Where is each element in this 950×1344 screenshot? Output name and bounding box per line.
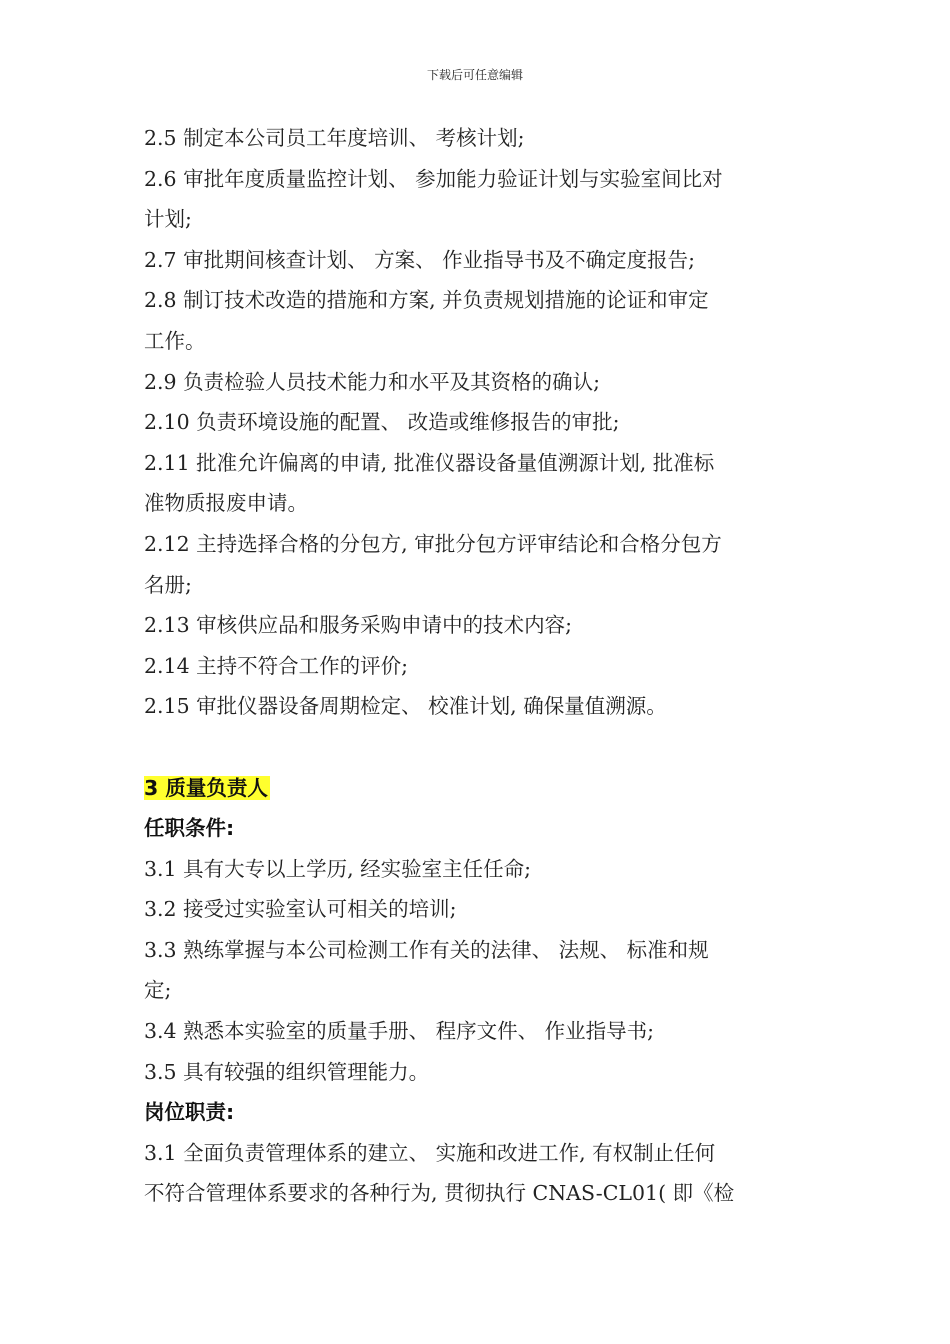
- body-line: 2.14 主持不符合工作的评价;: [144, 653, 409, 678]
- body-line: 计划;: [144, 207, 192, 232]
- section-title-text: 3 质量负责人: [144, 775, 268, 800]
- body-line: 2.12 主持选择合格的分包方, 审批分包方评审结论和合格分包方: [144, 531, 722, 556]
- body-line: 2.11 批准允许偏离的申请, 批准仪器设备量值溯源计划, 批准标: [144, 450, 715, 475]
- duties-heading: 岗位职责:: [144, 1100, 235, 1125]
- qualification-line: 3.5 具有较强的组织管理能力。: [144, 1059, 430, 1084]
- duty-line: 不符合管理体系要求的各种行为, 贯彻执行 CNAS-CL01( 即《检: [144, 1181, 735, 1206]
- body-line: 2.10 负责环境设施的配置、 改造或维修报告的审批;: [144, 410, 620, 435]
- qualification-line: 3.3 熟练掌握与本公司检测工作有关的法律、 法规、 标准和规: [144, 937, 709, 962]
- body-line: 名册;: [144, 572, 192, 597]
- body-line: 准物质报废申请。: [144, 491, 308, 516]
- section-title: [144, 768, 824, 809]
- duty-line: 3.1 全面负责管理体系的建立、 实施和改进工作, 有权制止任何: [144, 1140, 716, 1165]
- qualifications-heading: 任职条件:: [144, 816, 235, 841]
- document-body: [144, 118, 824, 1214]
- body-line: 2.5 制定本公司员工年度培训、 考核计划;: [144, 126, 525, 150]
- body-line: 2.15 审批仪器设备周期检定、 校准计划, 确保量值溯源。: [144, 694, 667, 719]
- body-line: 2.9 负责检验人员技术能力和水平及其资格的确认;: [144, 369, 601, 394]
- qualification-line: 3.2 接受过实验室认可相关的培训;: [144, 897, 457, 922]
- body-line: 2.13 审核供应品和服务采购申请中的技术内容;: [144, 613, 573, 638]
- body-line: 2.7 审批期间核查计划、 方案、 作业指导书及不确定度报告;: [144, 247, 696, 272]
- qualification-line: 3.1 具有大专以上学历, 经实验室主任任命;: [144, 856, 532, 881]
- body-line: 2.8 制订技术改造的措施和方案, 并负责规划措施的论证和审定: [144, 288, 709, 313]
- paragraph-gap: [144, 727, 824, 768]
- page-header: 下载后可任意编辑: [426, 68, 523, 82]
- body-line: 工作。: [144, 328, 206, 353]
- body-line: 2.6 审批年度质量监控计划、 参加能力验证计划与实验室间比对: [144, 166, 723, 191]
- qualification-line: 3.4 熟悉本实验室的质量手册、 程序文件、 作业指导书;: [144, 1019, 655, 1044]
- qualification-line: 定;: [144, 978, 172, 1003]
